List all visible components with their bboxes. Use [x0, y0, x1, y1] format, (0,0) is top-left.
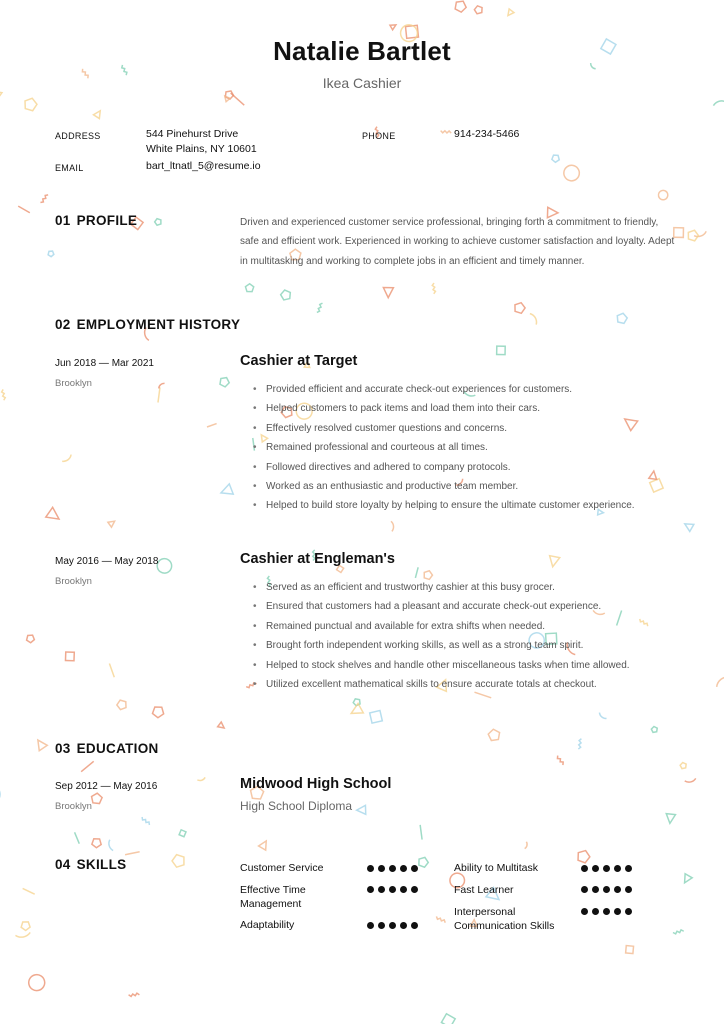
section-number: 01	[55, 213, 71, 228]
skill-name: Effective Time Management	[240, 884, 306, 910]
job-city: Brooklyn	[55, 378, 92, 389]
confetti-triangle	[108, 519, 116, 527]
phone-label: PHONE	[362, 131, 396, 141]
confetti-pentagon	[22, 96, 39, 113]
confetti-pentagon	[20, 920, 31, 931]
confetti-zigzag	[575, 739, 586, 749]
section-number: 02	[55, 317, 71, 332]
skill-dot	[581, 886, 588, 893]
confetti-triangle	[218, 722, 226, 730]
confetti-triangle	[548, 556, 560, 568]
confetti-pentagon	[515, 303, 525, 314]
skill-dot	[400, 865, 407, 872]
degree: High School Diploma	[240, 799, 353, 813]
skill-dot	[592, 886, 599, 893]
confetti-pentagon	[151, 704, 166, 719]
confetti-pentagon	[615, 312, 628, 325]
confetti-arc	[528, 314, 539, 325]
confetti-triangle	[390, 23, 397, 30]
confetti-square	[441, 1014, 455, 1024]
confetti-arc	[197, 775, 205, 783]
section-label: PROFILE	[76, 213, 138, 228]
skill-dot	[603, 865, 610, 872]
candidate-name: Natalie Bartlet	[273, 36, 451, 66]
confetti-pentagon	[244, 283, 255, 294]
education-city: Brooklyn	[55, 801, 92, 812]
confetti-triangle	[219, 484, 233, 498]
confetti-line	[81, 759, 94, 774]
confetti-square	[626, 946, 634, 954]
skill-dot	[614, 908, 621, 915]
confetti-square	[650, 479, 663, 492]
section-title-profile	[55, 213, 137, 228]
confetti-arc	[599, 712, 606, 719]
school-name: Midwood High School	[240, 776, 392, 792]
email-value: bart_ltnatl_5@resume.io	[146, 160, 261, 172]
job-bullet: • Followed directives and adhered to company protocols.	[240, 458, 635, 477]
job-bullet: • Helped customers to pack items and load them into their cars.	[240, 399, 635, 418]
email-label: EMAIL	[55, 163, 84, 173]
skill-dot	[389, 922, 396, 929]
confetti-pentagon	[576, 848, 592, 863]
confetti-zigzag	[129, 990, 140, 1000]
skill-dot	[625, 908, 632, 915]
job-bullet: • Helped to build store loyalty by helping to ensure the ultimate customer experience.	[240, 496, 635, 515]
skill-level	[581, 865, 632, 872]
address-label: ADDRESS	[55, 131, 101, 141]
confetti-pentagon	[155, 219, 161, 226]
skill-dot	[581, 908, 588, 915]
skill-level	[367, 922, 418, 929]
job-bullets	[240, 578, 630, 694]
confetti-zigzag	[0, 389, 8, 400]
section-title-skills	[55, 857, 126, 872]
address-line1: 544 Pinehurst Drive	[146, 128, 239, 140]
confetti-arc	[522, 842, 529, 849]
skill-dot	[592, 865, 599, 872]
skill-name: Customer Service	[240, 862, 324, 874]
confetti-arc	[62, 453, 71, 462]
confetti-pentagon	[116, 699, 129, 712]
confetti-arc	[106, 840, 117, 851]
skill-level	[367, 886, 418, 893]
confetti-arc	[717, 676, 724, 689]
confetti-pentagon	[220, 377, 230, 388]
skill-dot	[625, 865, 632, 872]
confetti-line	[71, 832, 83, 843]
confetti-line	[229, 93, 245, 105]
confetti-line	[207, 420, 217, 430]
confetti-pentagon	[26, 635, 34, 643]
confetti-triangle	[259, 839, 270, 850]
confetti-pentagon	[416, 855, 429, 868]
skill-dot	[378, 865, 385, 872]
job-bullet: • Brought forth independent working skills, as well as a strong team spirit.	[240, 636, 630, 655]
skill-dot	[367, 886, 374, 893]
skill-dot	[378, 886, 385, 893]
skill-dot	[614, 886, 621, 893]
skill-name: Interpersonal Communication Skills	[454, 906, 555, 932]
job-bullets	[240, 380, 635, 516]
job-bullet: • Helped to stock shelves and handle other miscellaneous tasks when time allowed.	[240, 656, 630, 675]
section-number: 03	[55, 741, 71, 756]
confetti-zigzag	[436, 914, 445, 925]
confetti-triangle	[506, 9, 514, 17]
confetti-triangle	[349, 703, 364, 718]
phone-value: 914-234-5466	[454, 128, 520, 140]
confetti-triangle	[665, 814, 675, 824]
confetti-pentagon	[279, 289, 293, 303]
profile-text: Driven and experienced customer service professional, bringing forth a commitment to friendly, safe and efficient work. Experienced in working to achieve customer satisfaction and loyalty. Adept in multitasking and working to complete jobs in an efficient and timely manner.	[240, 217, 675, 267]
confetti-arc	[694, 227, 706, 239]
confetti-zigzag	[557, 756, 564, 765]
confetti-zigzag	[429, 283, 439, 294]
confetti-arc	[0, 787, 4, 800]
job-bullet: • Effectively resolved customer questions and concerns.	[240, 419, 635, 438]
confetti-pentagon	[550, 153, 560, 163]
address-line2: White Plains, NY 10601	[146, 143, 257, 155]
confetti-circle	[26, 972, 48, 994]
section-number: 04	[55, 857, 71, 872]
skill-dot	[581, 865, 588, 872]
section-label: EDUCATION	[76, 741, 159, 756]
confetti-zigzag	[673, 927, 684, 936]
job-bullet: • Remained professional and courteous at all times.	[240, 438, 635, 457]
confetti-pentagon	[686, 229, 699, 242]
confetti-zigzag	[441, 127, 452, 138]
skill-dot	[603, 908, 610, 915]
job-dates: May 2016 — May 2018	[55, 556, 159, 567]
job-title: Cashier at Engleman's	[240, 551, 395, 567]
confetti-pentagon	[91, 837, 103, 849]
skill-name: Adaptability	[240, 919, 295, 931]
confetti-pentagon	[474, 6, 482, 14]
confetti-pentagon	[47, 250, 55, 258]
confetti-line	[125, 846, 140, 861]
confetti-zigzag	[640, 617, 648, 627]
job-bullet: • Served as an efficient and trustworthy cashier at this busy grocer.	[240, 578, 630, 597]
skill-dot	[411, 865, 418, 872]
confetti-pentagon	[651, 726, 659, 734]
confetti-pentagon	[680, 761, 688, 769]
job-bullet: • Provided efficient and accurate check-out experiences for customers.	[240, 380, 635, 399]
section-title-education	[55, 741, 159, 756]
skill-dot	[603, 886, 610, 893]
confetti-zigzag	[142, 816, 149, 826]
section-label: SKILLS	[76, 857, 127, 872]
confetti-triangle	[681, 874, 692, 885]
skill-dot	[411, 922, 418, 929]
section-label: EMPLOYMENT HISTORY	[76, 317, 241, 332]
confetti-triangle	[357, 805, 366, 814]
confetti-triangle	[383, 288, 393, 298]
skill-dot	[400, 922, 407, 929]
job-dates: Jun 2018 — Mar 2021	[55, 358, 154, 369]
skill-dot	[614, 865, 621, 872]
confetti-pentagon	[91, 793, 103, 804]
confetti-square	[370, 711, 383, 724]
education-dates: Sep 2012 — May 2016	[55, 781, 158, 792]
confetti-square	[179, 830, 186, 837]
skill-dot	[389, 865, 396, 872]
skill-dot	[367, 922, 374, 929]
confetti-pentagon	[171, 853, 188, 870]
skill-dot	[400, 886, 407, 893]
confetti-pentagon	[452, 0, 467, 14]
section-title-employment	[55, 317, 240, 332]
confetti-triangle	[93, 109, 103, 119]
confetti-line	[23, 887, 35, 896]
confetti-circle	[657, 189, 670, 202]
confetti-zigzag	[314, 303, 325, 312]
confetti-line	[414, 825, 428, 840]
confetti-square	[497, 346, 506, 355]
confetti-pentagon	[487, 727, 502, 742]
skill-dot	[378, 922, 385, 929]
confetti-arc	[386, 521, 396, 531]
confetti-line	[412, 567, 421, 578]
job-bullet: • Worked as an enthusiastic and productive team member.	[240, 477, 635, 496]
confetti-triangle	[0, 91, 2, 104]
skill-level	[367, 865, 418, 872]
confetti-line	[18, 205, 30, 213]
job-bullet: • Utilized excellent mathematical skills to ensure accurate totals at checkout.	[240, 675, 630, 694]
job-bullet: • Remained punctual and available for extra shifts when needed.	[240, 617, 630, 636]
skill-dot	[592, 908, 599, 915]
skill-name: Fast Learner	[454, 884, 514, 896]
confetti-triangle	[34, 737, 47, 750]
confetti-zigzag	[39, 195, 49, 203]
skill-dot	[367, 865, 374, 872]
job-title: Cashier at Target	[240, 353, 358, 369]
job-city: Brooklyn	[55, 576, 92, 587]
confetti-circle	[563, 164, 581, 182]
confetti-line	[152, 387, 165, 402]
job-bullet: • Ensured that customers had a pleasant and accurate check-out experience.	[240, 597, 630, 616]
skill-level	[581, 886, 632, 893]
confetti-triangle	[649, 470, 658, 479]
confetti-arc	[685, 774, 696, 785]
skill-level	[581, 908, 632, 915]
confetti-line	[105, 663, 120, 677]
confetti-arc	[713, 98, 724, 111]
confetti-triangle	[46, 507, 63, 524]
skill-dot	[625, 886, 632, 893]
skill-name: Ability to Multitask	[454, 862, 539, 874]
candidate-job-title: Ikea Cashier	[322, 75, 402, 91]
skill-dot	[389, 886, 396, 893]
skill-dot	[411, 886, 418, 893]
confetti-square	[65, 652, 74, 661]
confetti-triangle	[683, 520, 694, 531]
